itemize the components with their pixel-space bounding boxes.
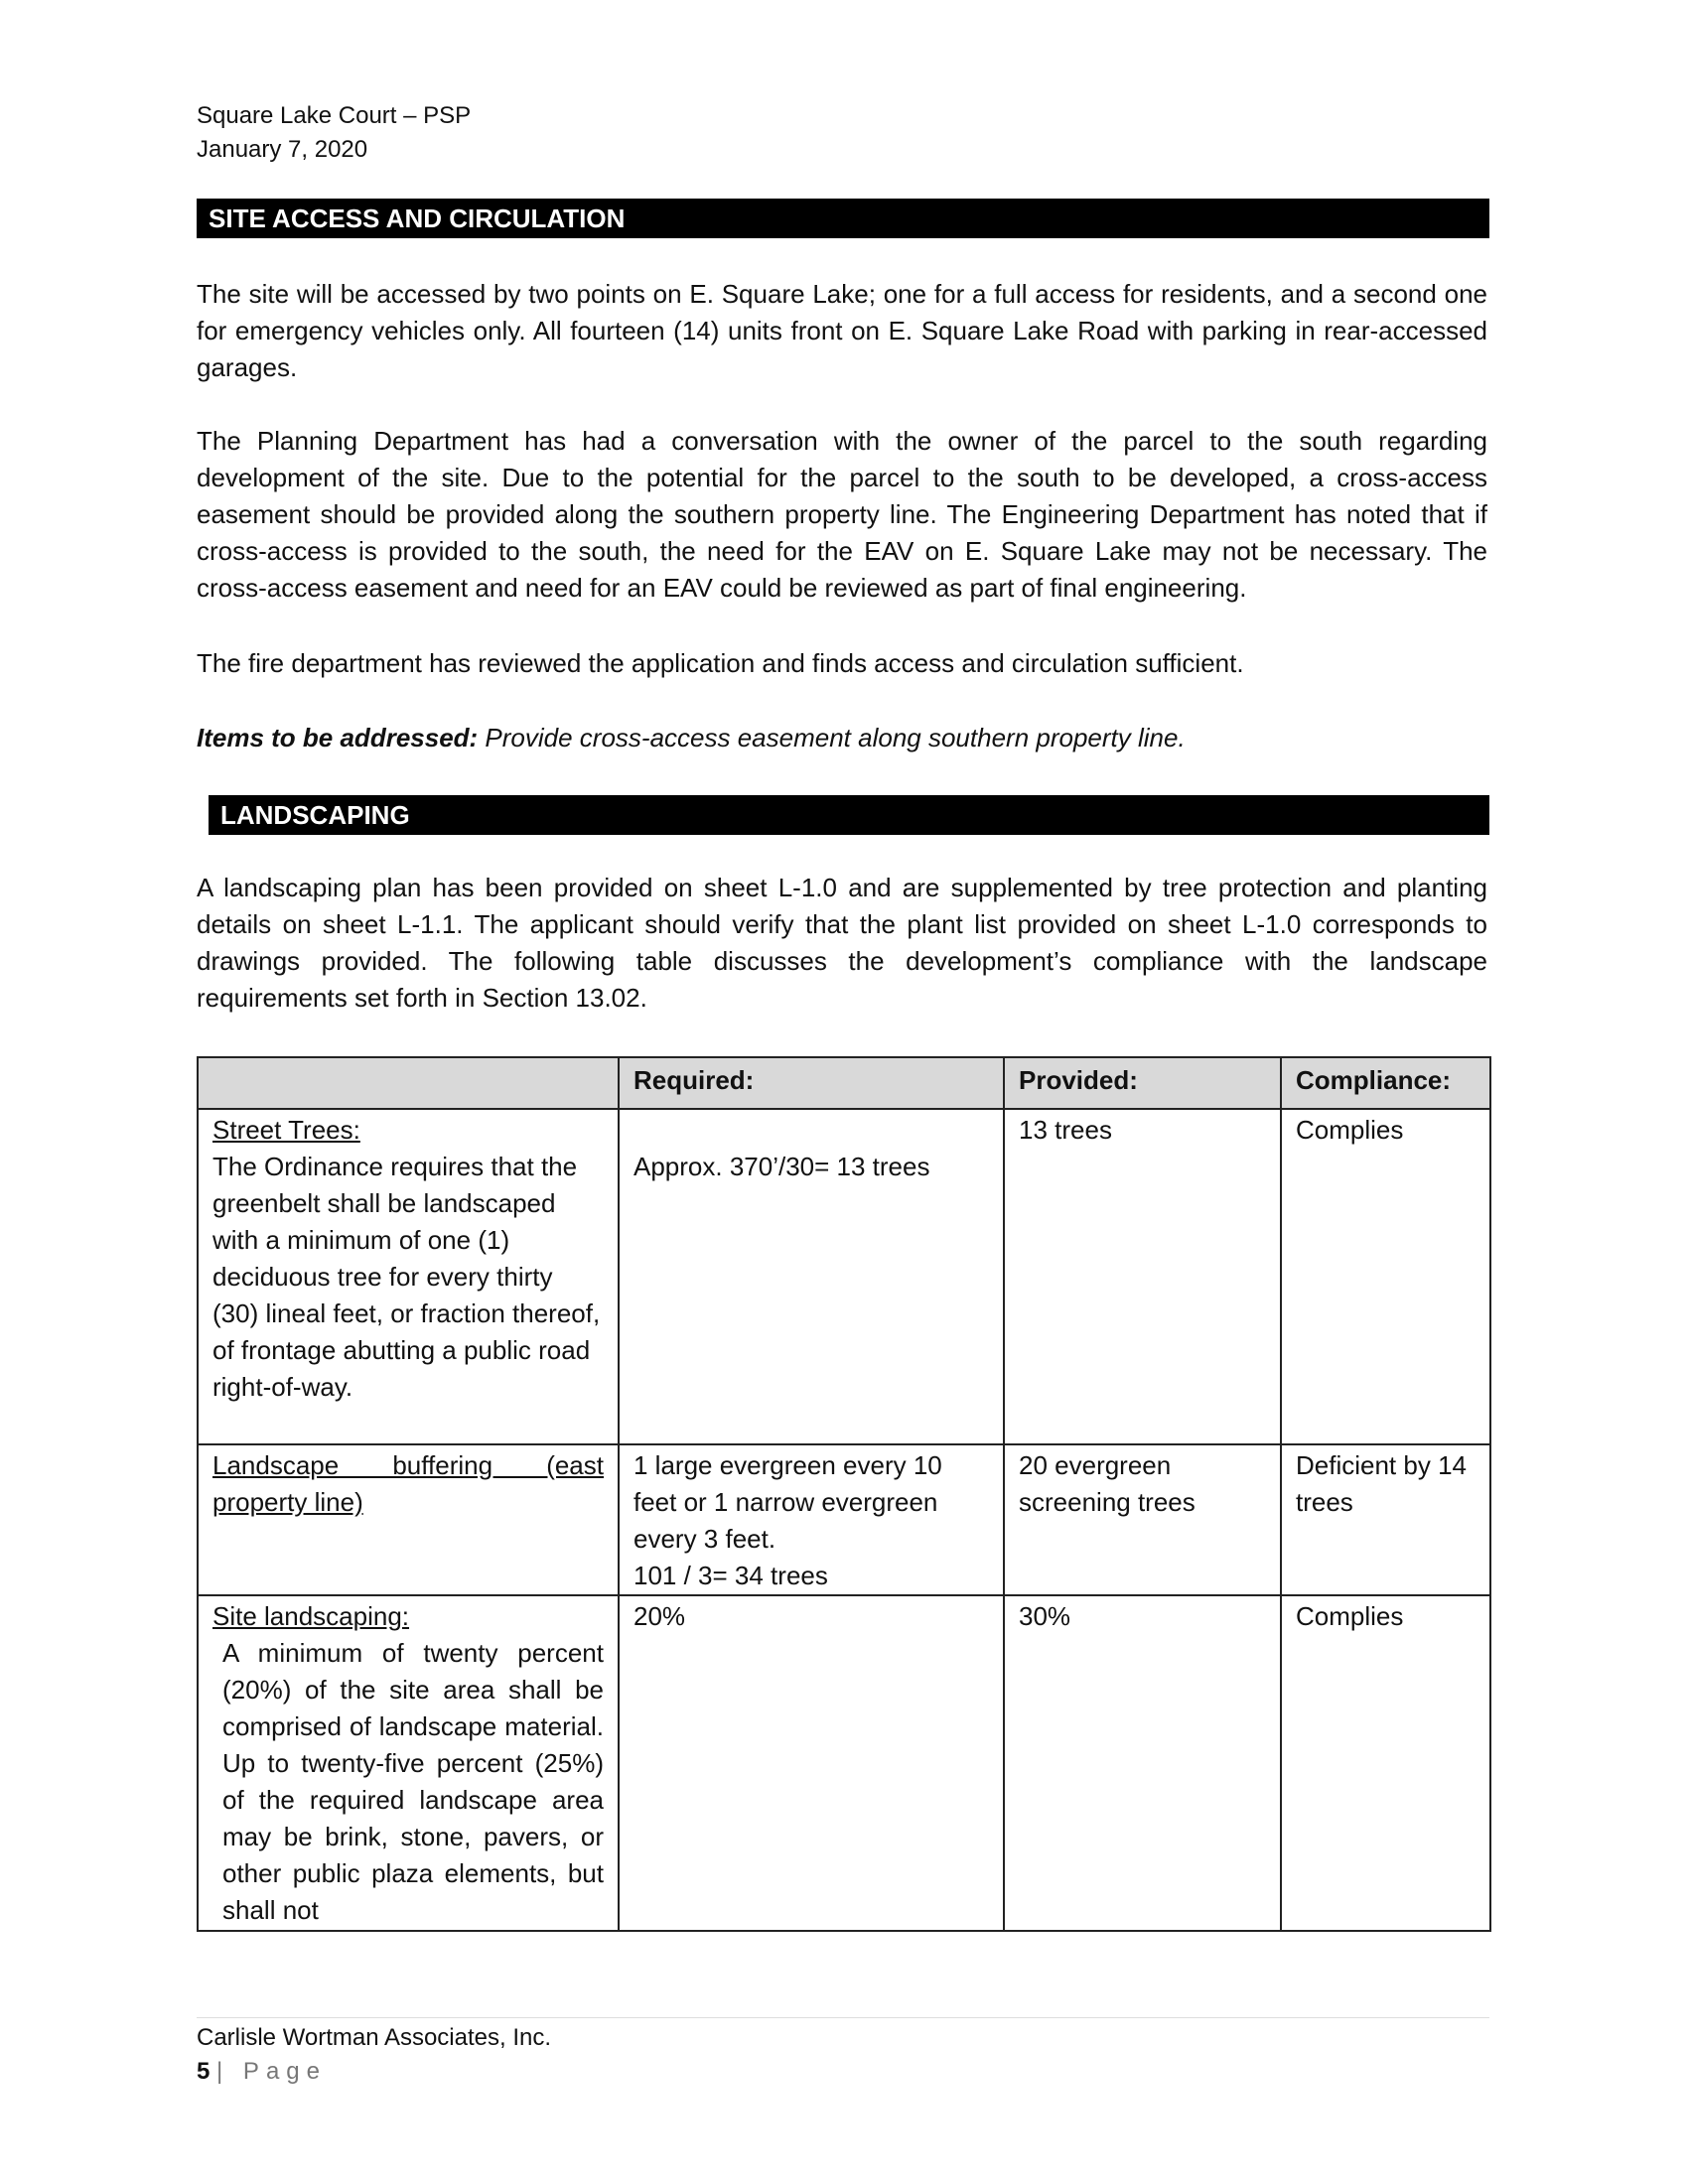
landscape-compliance-table [197, 1056, 1491, 1932]
section-heading-site-access: SITE ACCESS AND CIRCULATION [197, 199, 1489, 238]
site-access-paragraph-3: The fire department has reviewed the application and finds access and circulation sufficient. [197, 648, 1244, 678]
required-calc: 101 / 3= 34 trees [633, 1561, 828, 1590]
footer-page [197, 2055, 551, 2089]
table-row [198, 1444, 1490, 1595]
page-label: | Page [216, 2058, 327, 2085]
landscaping-paragraph: A landscaping plan has been provided on sheet L-1.0 and are supplemented by tree protection and planting details on sheet L-1.1. The applicant should verify that the plant list provided on sheet L-1.0 corresponds to drawings provided. The following table discusses the development’s compliance with the landscape requirements set forth in Section 13.02. [197, 873, 1487, 1013]
table-cell-required: 20% [619, 1595, 1004, 1931]
table-header-cell: Required: [619, 1057, 1004, 1109]
site-access-paragraph-2: The Planning Department has had a conversation with the owner of the parcel to the south regarding development of the site. Due to the potential for the parcel to the south to be developed, a cross-access easement should be provided along the southern property line. The Engineering Department has noted that if cross-access is provided to the south, the need for the EAV on E. Square Lake may not be necessary. The cross-access easement and need for an EAV could be reviewed as part of final engineering. [197, 426, 1487, 603]
row-description: A minimum of twenty percent (20%) of the site area shall be comprised of landscape material. Up to twenty-five percent (25%) of the required landscape area may be brink, stone, pavers, or other public plaza elements, but shall not [222, 1638, 604, 1925]
table-cell-provided: 20 evergreen screening trees [1004, 1444, 1281, 1595]
row-title: Site landscaping: [212, 1601, 410, 1631]
table-cell-standard [198, 1444, 619, 1595]
table-header-cell [198, 1057, 619, 1109]
table-header-row [198, 1057, 1490, 1109]
site-access-paragraph-1: The site will be accessed by two points on E. Square Lake; one for a full access for residents, and a second one for emergency vehicles only. All fourteen (14) units front on E. Square Lake Road with parking in rear-accessed garages. [197, 279, 1487, 382]
row-title: Street Trees: [212, 1115, 360, 1145]
table-row [198, 1595, 1490, 1931]
table-cell-standard [198, 1109, 619, 1444]
table-row [198, 1109, 1490, 1444]
footer-divider [197, 2017, 1489, 2018]
table-cell-compliance: Complies [1281, 1595, 1490, 1931]
document-header [197, 99, 471, 167]
required-value: Approx. 370’/30= 13 trees [633, 1152, 930, 1181]
row-title: Landscape buffering (east property line) [212, 1450, 604, 1517]
table-cell-compliance: Complies [1281, 1109, 1490, 1444]
table-cell-compliance: Deficient by 14 trees [1281, 1444, 1490, 1595]
footer-company: Carlisle Wortman Associates, Inc. [197, 2024, 552, 2051]
items-to-address [197, 720, 1487, 756]
items-text: Provide cross-access easement along southern property line. [478, 723, 1186, 752]
header-project: Square Lake Court – PSP [197, 102, 472, 129]
page-footer [197, 2021, 551, 2089]
table-header-cell: Compliance: [1281, 1057, 1490, 1109]
table-header-cell: Provided: [1004, 1057, 1281, 1109]
items-label: Items to be addressed: [197, 723, 479, 752]
table-cell-provided: 30% [1004, 1595, 1281, 1931]
row-description: The Ordinance requires that the greenbelt shall be landscaped with a minimum of one (1) deciduous tree for every thirty (30) lineal feet, or fraction thereof, of frontage abutting a public road right-of-way. [212, 1152, 601, 1402]
required-value: 1 large evergreen every 10 feet or 1 narrow evergreen every 3 feet. [633, 1450, 942, 1554]
table-cell-required [619, 1109, 1004, 1444]
page-number: 5 [197, 2058, 211, 2085]
table-cell-required [619, 1444, 1004, 1595]
table-cell-standard [198, 1595, 619, 1931]
table-cell-provided: 13 trees [1004, 1109, 1281, 1444]
section-heading-landscaping: LANDSCAPING [209, 795, 1489, 835]
header-date: January 7, 2020 [197, 136, 368, 163]
